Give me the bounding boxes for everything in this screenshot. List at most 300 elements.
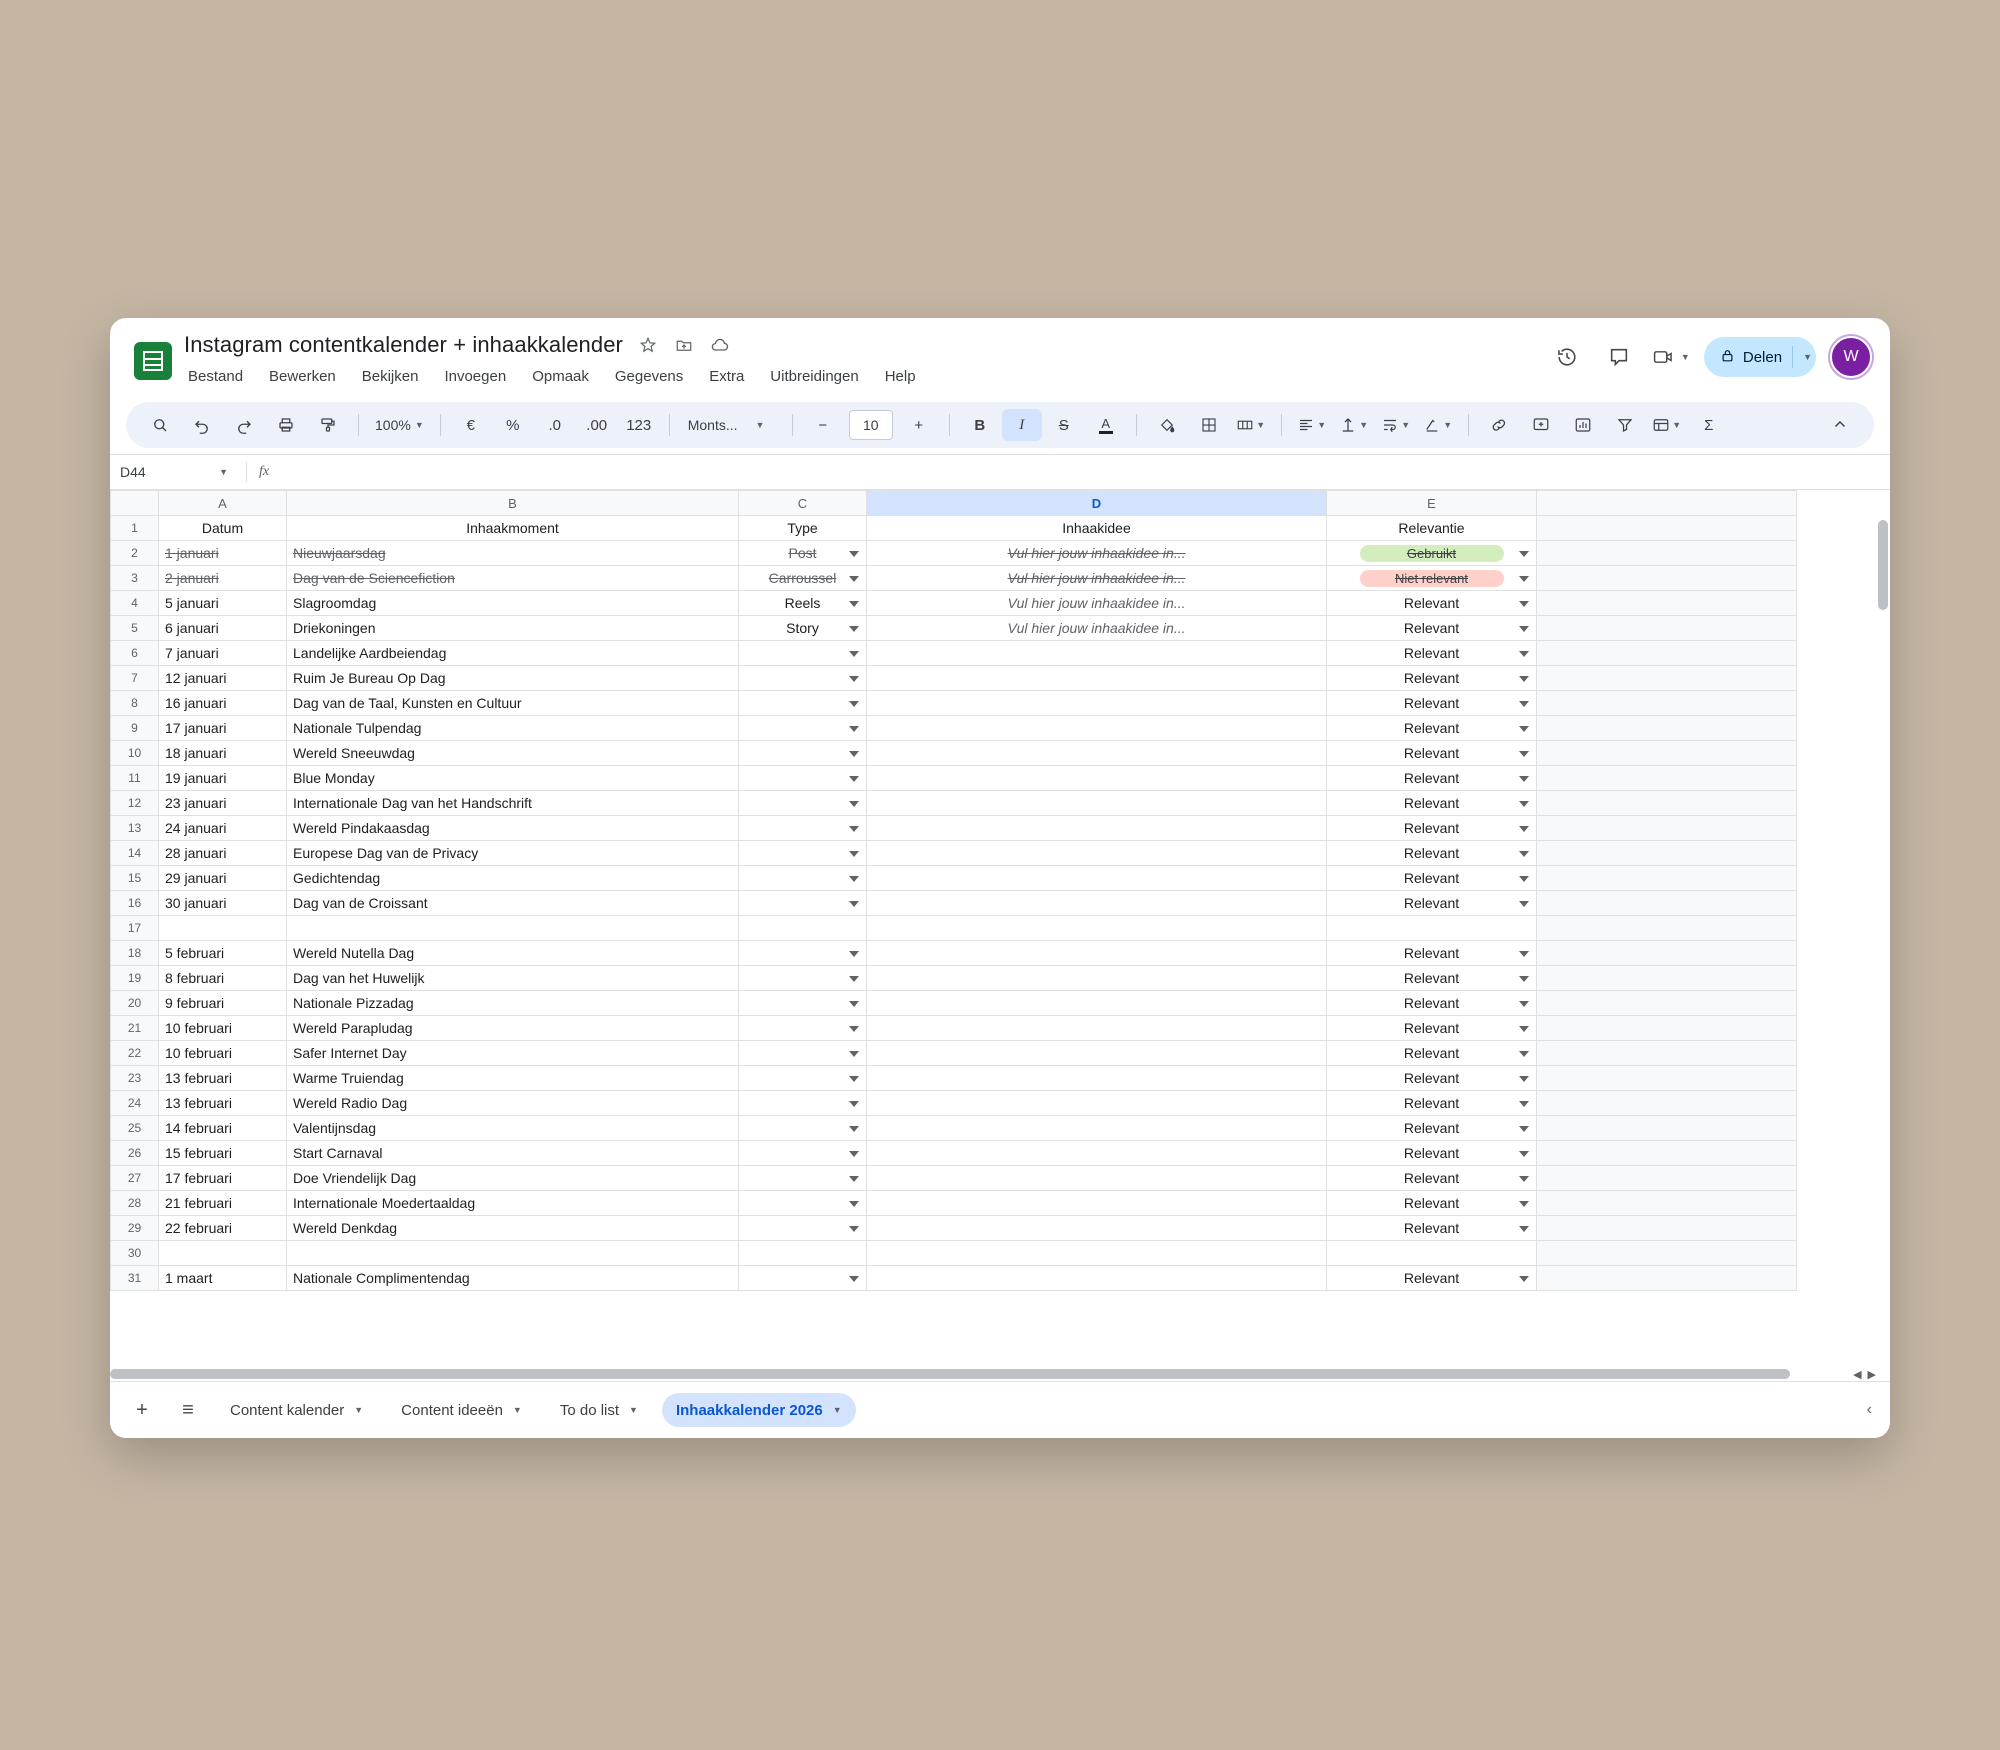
cell-inhaakidee[interactable] — [867, 841, 1327, 866]
cell-datum[interactable]: 13 februari — [159, 1091, 287, 1116]
table-row[interactable] — [111, 1216, 1797, 1241]
table-row[interactable] — [111, 641, 1797, 666]
cell-type-dropdown[interactable] — [739, 891, 867, 916]
cell-inhaakidee[interactable] — [867, 966, 1327, 991]
table-row[interactable] — [111, 766, 1797, 791]
cell-inhaakidee[interactable]: Vul hier jouw inhaakidee in... — [867, 591, 1327, 616]
italic-button[interactable]: I — [1002, 409, 1042, 441]
filter-icon[interactable] — [1605, 409, 1645, 441]
row-header[interactable]: 12 — [111, 791, 159, 816]
app-header — [110, 318, 1890, 398]
row-header[interactable]: 25 — [111, 1116, 159, 1141]
cell-relevantie-dropdown[interactable]: Relevant — [1327, 616, 1537, 641]
cell-e1[interactable]: Relevantie — [1327, 516, 1537, 541]
star-icon[interactable] — [637, 334, 659, 356]
cell-inhaakidee[interactable] — [867, 666, 1327, 691]
comment-icon[interactable] — [1600, 338, 1638, 376]
cell-datum[interactable] — [159, 1241, 287, 1266]
vertical-scrollbar[interactable] — [1878, 520, 1888, 1360]
cell-type-dropdown[interactable]: Reels — [739, 591, 867, 616]
cell-relevantie-dropdown[interactable]: Relevant — [1327, 1166, 1537, 1191]
select-all-corner[interactable] — [111, 491, 159, 516]
chevron-down-icon[interactable]: ▼ — [354, 1405, 364, 1415]
cell-relevantie-dropdown[interactable]: Relevant — [1327, 666, 1537, 691]
cell-inhaakidee[interactable] — [867, 1116, 1327, 1141]
cell-inhaakidee[interactable] — [867, 766, 1327, 791]
cell-inhaakmoment[interactable]: Doe Vriendelijk Dag — [287, 1166, 739, 1191]
cell-relevantie-dropdown[interactable]: Relevant — [1327, 866, 1537, 891]
row-header[interactable]: 6 — [111, 641, 159, 666]
cell-relevantie-dropdown[interactable]: Relevant — [1327, 1191, 1537, 1216]
cell-inhaakmoment[interactable]: Warme Truiendag — [287, 1066, 739, 1091]
table-row[interactable] — [111, 1066, 1797, 1091]
row-header[interactable]: 23 — [111, 1066, 159, 1091]
chevron-down-icon[interactable]: ▼ — [1803, 352, 1812, 362]
table-row[interactable] — [111, 566, 1797, 591]
insert-chart-icon[interactable] — [1563, 409, 1603, 441]
cell-type-dropdown[interactable] — [739, 916, 867, 941]
row-header[interactable]: 29 — [111, 1216, 159, 1241]
cell-relevantie-dropdown[interactable]: Relevant — [1327, 1091, 1537, 1116]
scroll-right-icon[interactable]: ▶ — [1867, 1369, 1876, 1381]
cell-type-dropdown[interactable] — [739, 1266, 867, 1291]
row-header[interactable]: 20 — [111, 991, 159, 1016]
avatar[interactable]: W — [1830, 336, 1872, 378]
cell-datum[interactable]: 7 januari — [159, 641, 287, 666]
cell-relevantie-dropdown[interactable]: Relevant — [1327, 891, 1537, 916]
cell-inhaakidee[interactable] — [867, 1241, 1327, 1266]
cell-relevantie-dropdown[interactable]: Relevant — [1327, 841, 1537, 866]
column-header-d[interactable]: D — [867, 491, 1327, 516]
cell-type-dropdown[interactable] — [739, 866, 867, 891]
sum-button[interactable]: Σ — [1704, 416, 1714, 434]
history-icon[interactable] — [1548, 338, 1586, 376]
cell-relevantie-dropdown[interactable] — [1327, 566, 1537, 591]
cell-datum[interactable]: 29 januari — [159, 866, 287, 891]
cell-inhaakidee[interactable] — [867, 816, 1327, 841]
cell-inhaakidee[interactable] — [867, 1091, 1327, 1116]
chevron-down-icon[interactable]: ▼ — [219, 467, 228, 477]
cloud-saved-icon[interactable] — [709, 334, 731, 356]
row-header[interactable]: 2 — [111, 541, 159, 566]
cell-datum[interactable]: 9 februari — [159, 991, 287, 1016]
insert-link-icon[interactable] — [1479, 409, 1519, 441]
table-row[interactable] — [111, 1241, 1797, 1266]
cell-inhaakmoment[interactable]: Wereld Radio Dag — [287, 1091, 739, 1116]
row-header[interactable]: 19 — [111, 966, 159, 991]
cell-inhaakidee[interactable] — [867, 641, 1327, 666]
merge-cells-icon[interactable]: ▼ — [1231, 409, 1271, 441]
sheet-tab-content-ideeen[interactable] — [387, 1393, 536, 1427]
search-icon[interactable] — [140, 409, 180, 441]
cell-inhaakidee[interactable] — [867, 716, 1327, 741]
row-header[interactable]: 18 — [111, 941, 159, 966]
cell-inhaakidee[interactable] — [867, 1266, 1327, 1291]
cell-datum[interactable]: 5 januari — [159, 591, 287, 616]
cell-type-dropdown[interactable] — [739, 1141, 867, 1166]
cell-inhaakmoment[interactable]: Slagroomdag — [287, 591, 739, 616]
table-row[interactable] — [111, 916, 1797, 941]
row-header[interactable]: 24 — [111, 1091, 159, 1116]
menu-item-bestand[interactable]: Bestand — [188, 368, 244, 385]
cell-type-dropdown[interactable] — [739, 1091, 867, 1116]
vertical-align-icon[interactable]: ▼ — [1334, 409, 1374, 441]
cell-inhaakmoment[interactable]: Dag van de Sciencefiction — [287, 566, 739, 591]
increase-decimal-button[interactable]: .00 — [586, 416, 608, 434]
cell-type-dropdown[interactable] — [739, 1066, 867, 1091]
functions-menu-icon[interactable]: ▼ — [1647, 409, 1687, 441]
row-header[interactable]: 13 — [111, 816, 159, 841]
cell-type-dropdown[interactable] — [739, 716, 867, 741]
cell-type-dropdown[interactable] — [739, 841, 867, 866]
cell-type-dropdown[interactable]: Carroussel — [739, 566, 867, 591]
cell-inhaakidee[interactable] — [867, 1191, 1327, 1216]
cell-datum[interactable]: 6 januari — [159, 616, 287, 641]
cell-datum[interactable]: 2 januari — [159, 566, 287, 591]
cell-type-dropdown[interactable] — [739, 766, 867, 791]
fill-color-icon[interactable] — [1147, 409, 1187, 441]
cell-relevantie-dropdown[interactable] — [1327, 916, 1537, 941]
table-row[interactable] — [111, 1016, 1797, 1041]
cell-inhaakmoment[interactable]: Wereld Sneeuwdag — [287, 741, 739, 766]
cell-inhaakmoment[interactable]: Safer Internet Day — [287, 1041, 739, 1066]
cell-datum[interactable]: 28 januari — [159, 841, 287, 866]
cell-relevantie-dropdown[interactable]: Relevant — [1327, 816, 1537, 841]
cell-inhaakmoment[interactable]: Dag van het Huwelijk — [287, 966, 739, 991]
horizontal-scrollbar[interactable] — [110, 1369, 1810, 1379]
cell-type-dropdown[interactable] — [739, 666, 867, 691]
cell-relevantie-dropdown[interactable]: Relevant — [1327, 991, 1537, 1016]
table-row[interactable] — [111, 541, 1797, 566]
cell-inhaakidee[interactable] — [867, 1166, 1327, 1191]
collapse-sidebar-icon[interactable]: ‹ — [1866, 1401, 1872, 1418]
cell-type-dropdown[interactable] — [739, 641, 867, 666]
name-box[interactable] — [120, 464, 234, 480]
cell-inhaakmoment[interactable]: Gedichtendag — [287, 866, 739, 891]
cell-type-dropdown[interactable] — [739, 941, 867, 966]
cell-relevantie-dropdown[interactable] — [1327, 541, 1537, 566]
cell-inhaakidee[interactable] — [867, 891, 1327, 916]
cell-type-dropdown[interactable] — [739, 1241, 867, 1266]
spreadsheet-grid[interactable] — [110, 490, 1890, 1381]
zoom-control[interactable] — [369, 410, 430, 440]
cell-inhaakmoment[interactable]: Wereld Pindakaasdag — [287, 816, 739, 841]
row-header[interactable]: 9 — [111, 716, 159, 741]
table-row[interactable] — [111, 716, 1797, 741]
chevron-down-icon[interactable]: ▼ — [832, 1405, 842, 1415]
folder-move-icon[interactable] — [673, 334, 695, 356]
cell-datum[interactable] — [159, 916, 287, 941]
all-sheets-icon[interactable]: ≡ — [182, 1398, 194, 1421]
cell-type-dropdown[interactable] — [739, 1191, 867, 1216]
cell-relevantie-dropdown[interactable]: Relevant — [1327, 766, 1537, 791]
cell-inhaakidee[interactable] — [867, 1016, 1327, 1041]
column-header-e[interactable]: E — [1327, 491, 1537, 516]
cell-type-dropdown[interactable] — [739, 991, 867, 1016]
cell-inhaakmoment[interactable]: Wereld Nutella Dag — [287, 941, 739, 966]
currency-button[interactable]: € — [466, 416, 475, 434]
table-row[interactable] — [111, 991, 1797, 1016]
cell-datum[interactable]: 30 januari — [159, 891, 287, 916]
cell-inhaakmoment[interactable]: Nieuwjaarsdag — [287, 541, 739, 566]
document-title[interactable]: Instagram contentkalender + inhaakkalender — [184, 332, 623, 357]
cell-datum[interactable]: 8 februari — [159, 966, 287, 991]
row-header[interactable]: 26 — [111, 1141, 159, 1166]
row-header[interactable]: 30 — [111, 1241, 159, 1266]
cell-datum[interactable]: 19 januari — [159, 766, 287, 791]
horizontal-scroll-thumb[interactable] — [110, 1369, 1790, 1379]
cell-inhaakmoment[interactable] — [287, 916, 739, 941]
percent-button[interactable]: % — [506, 416, 520, 434]
table-row[interactable] — [111, 1091, 1797, 1116]
row-header[interactable]: 27 — [111, 1166, 159, 1191]
row-header[interactable]: 22 — [111, 1041, 159, 1066]
row-header[interactable]: 16 — [111, 891, 159, 916]
insert-comment-icon[interactable] — [1521, 409, 1561, 441]
cell-type-dropdown[interactable] — [739, 741, 867, 766]
cell-relevantie-dropdown[interactable]: Relevant — [1327, 1041, 1537, 1066]
cell-inhaakmoment[interactable]: Dag van de Croissant — [287, 891, 739, 916]
cell-inhaakidee[interactable] — [867, 916, 1327, 941]
chevron-down-icon[interactable]: ▼ — [629, 1405, 638, 1415]
cell-inhaakidee[interactable]: Vul hier jouw inhaakidee in... — [867, 566, 1327, 591]
cell-inhaakidee[interactable]: Vul hier jouw inhaakidee in... — [867, 616, 1327, 641]
add-sheet-icon[interactable]: + — [136, 1398, 148, 1421]
bold-button[interactable]: B — [974, 416, 986, 434]
row-header[interactable]: 1 — [111, 516, 159, 541]
cell-type-dropdown[interactable]: Post — [739, 541, 867, 566]
menu-item-bewerken[interactable]: Bewerken — [269, 368, 336, 385]
row-header[interactable]: 7 — [111, 666, 159, 691]
font-size-increase[interactable]: + — [914, 416, 924, 434]
cell-datum[interactable]: 15 februari — [159, 1141, 287, 1166]
table-row[interactable] — [111, 741, 1797, 766]
cell-relevantie-dropdown[interactable]: Relevant — [1327, 641, 1537, 666]
table-row[interactable] — [111, 816, 1797, 841]
cell-a1[interactable]: Datum — [159, 516, 287, 541]
cell-datum[interactable]: 22 februari — [159, 1216, 287, 1241]
borders-icon[interactable] — [1189, 409, 1229, 441]
menu-item-uitbreidingen[interactable]: Uitbreidingen — [770, 368, 859, 385]
cell-relevantie-dropdown[interactable]: Relevant — [1327, 966, 1537, 991]
print-icon[interactable] — [266, 409, 306, 441]
cell-type-dropdown[interactable] — [739, 1216, 867, 1241]
meet-icon[interactable]: ▼ — [1652, 338, 1690, 376]
cell-datum[interactable]: 10 februari — [159, 1041, 287, 1066]
cell-inhaakidee[interactable] — [867, 866, 1327, 891]
cell-c1[interactable]: Type — [739, 516, 867, 541]
cell-inhaakidee[interactable] — [867, 941, 1327, 966]
cell-inhaakmoment[interactable]: Ruim Je Bureau Op Dag — [287, 666, 739, 691]
cell-datum[interactable]: 24 januari — [159, 816, 287, 841]
sheet-tab-to-do-list[interactable] — [546, 1393, 652, 1427]
cell-inhaakidee[interactable] — [867, 1141, 1327, 1166]
menu-item-extra[interactable]: Extra — [709, 368, 745, 385]
table-row[interactable] — [111, 891, 1797, 916]
number-format-button[interactable]: 123 — [626, 416, 652, 434]
cell-type-dropdown[interactable] — [739, 791, 867, 816]
menu-item-help[interactable]: Help — [884, 368, 916, 385]
cell-relevantie-dropdown[interactable]: Relevant — [1327, 1141, 1537, 1166]
table-row[interactable] — [111, 1166, 1797, 1191]
row-header[interactable]: 4 — [111, 591, 159, 616]
cell-relevantie-dropdown[interactable]: Relevant — [1327, 1216, 1537, 1241]
cell-type-dropdown[interactable] — [739, 966, 867, 991]
table-row[interactable] — [111, 1191, 1797, 1216]
collapse-toolbar-icon[interactable] — [1820, 409, 1860, 441]
cell-relevantie-dropdown[interactable]: Relevant — [1327, 791, 1537, 816]
row-header[interactable]: 10 — [111, 741, 159, 766]
text-color-icon[interactable]: A — [1086, 409, 1126, 441]
table-row[interactable] — [111, 1116, 1797, 1141]
cell-inhaakmoment[interactable]: Dag van de Taal, Kunsten en Cultuur — [287, 691, 739, 716]
strikethrough-button[interactable]: S — [1058, 416, 1069, 434]
cell-type-dropdown[interactable] — [739, 816, 867, 841]
table-row[interactable] — [111, 516, 1797, 541]
cell-inhaakmoment[interactable]: Internationale Dag van het Handschrift — [287, 791, 739, 816]
row-header[interactable]: 31 — [111, 1266, 159, 1291]
menu-item-bekijken[interactable]: Bekijken — [361, 368, 419, 385]
cell-datum[interactable]: 5 februari — [159, 941, 287, 966]
cell-inhaakidee[interactable] — [867, 1216, 1327, 1241]
cell-inhaakmoment[interactable] — [287, 1241, 739, 1266]
cell-datum[interactable]: 18 januari — [159, 741, 287, 766]
font-size-value[interactable]: 10 — [849, 410, 893, 440]
cell-b1[interactable]: Inhaakmoment — [287, 516, 739, 541]
cell-inhaakmoment[interactable]: Europese Dag van de Privacy — [287, 841, 739, 866]
table-row[interactable] — [111, 1266, 1797, 1291]
cell-inhaakmoment[interactable]: Blue Monday — [287, 766, 739, 791]
font-size-stepper[interactable] — [803, 409, 939, 441]
cell-relevantie-dropdown[interactable]: Relevant — [1327, 941, 1537, 966]
row-header[interactable]: 8 — [111, 691, 159, 716]
cell-datum[interactable]: 21 februari — [159, 1191, 287, 1216]
row-header[interactable]: 3 — [111, 566, 159, 591]
font-family-select[interactable] — [680, 410, 782, 440]
row-header[interactable]: 28 — [111, 1191, 159, 1216]
row-header[interactable]: 15 — [111, 866, 159, 891]
table-row[interactable] — [111, 666, 1797, 691]
text-rotation-icon[interactable]: ▼ — [1418, 409, 1458, 441]
cell-relevantie-dropdown[interactable]: Relevant — [1327, 691, 1537, 716]
menu-item-opmaak[interactable]: Opmaak — [532, 368, 589, 385]
vertical-scroll-thumb[interactable] — [1878, 520, 1888, 610]
row-header[interactable]: 17 — [111, 916, 159, 941]
cell-type-dropdown[interactable]: Story — [739, 616, 867, 641]
cell-relevantie-dropdown[interactable]: Relevant — [1327, 1066, 1537, 1091]
share-button[interactable] — [1704, 337, 1816, 377]
horizontal-align-icon[interactable]: ▼ — [1292, 409, 1332, 441]
cell-inhaakmoment[interactable]: Valentijnsdag — [287, 1116, 739, 1141]
cell-type-dropdown[interactable] — [739, 1016, 867, 1041]
row-header[interactable]: 14 — [111, 841, 159, 866]
table-row[interactable] — [111, 1141, 1797, 1166]
cell-relevantie-dropdown[interactable]: Relevant — [1327, 741, 1537, 766]
column-header-a[interactable]: A — [159, 491, 287, 516]
cell-datum[interactable]: 1 maart — [159, 1266, 287, 1291]
cell-relevantie-dropdown[interactable]: Relevant — [1327, 1016, 1537, 1041]
cell-datum[interactable]: 10 februari — [159, 1016, 287, 1041]
cell-type-dropdown[interactable] — [739, 1166, 867, 1191]
cell-datum[interactable]: 1 januari — [159, 541, 287, 566]
table-row[interactable] — [111, 1041, 1797, 1066]
row-header[interactable]: 21 — [111, 1016, 159, 1041]
cell-relevantie-dropdown[interactable]: Relevant — [1327, 1266, 1537, 1291]
table-row[interactable] — [111, 866, 1797, 891]
cell-datum[interactable]: 13 februari — [159, 1066, 287, 1091]
cell-datum[interactable]: 16 januari — [159, 691, 287, 716]
scroll-arrows[interactable] — [1853, 1368, 1876, 1381]
cell-inhaakidee[interactable] — [867, 991, 1327, 1016]
cell-inhaakmoment[interactable]: Nationale Complimentendag — [287, 1266, 739, 1291]
sheet-tab-inhaakkalender-2026[interactable] — [662, 1393, 856, 1427]
chevron-down-icon[interactable]: ▼ — [512, 1405, 522, 1415]
table-row[interactable] — [111, 591, 1797, 616]
cell-inhaakidee[interactable] — [867, 741, 1327, 766]
cell-inhaakmoment[interactable]: Wereld Parapludag — [287, 1016, 739, 1041]
cell-inhaakidee[interactable] — [867, 1066, 1327, 1091]
cell-type-dropdown[interactable] — [739, 1116, 867, 1141]
cell-type-dropdown[interactable] — [739, 1041, 867, 1066]
cell-datum[interactable]: 23 januari — [159, 791, 287, 816]
cell-inhaakmoment[interactable]: Driekoningen — [287, 616, 739, 641]
cell-inhaakmoment[interactable]: Internationale Moedertaaldag — [287, 1191, 739, 1216]
cell-inhaakidee[interactable] — [867, 791, 1327, 816]
column-header-overflow — [1537, 491, 1797, 516]
cell-datum[interactable]: 17 februari — [159, 1166, 287, 1191]
column-header-c[interactable]: C — [739, 491, 867, 516]
formula-bar — [110, 454, 1890, 490]
row-header[interactable]: 5 — [111, 616, 159, 641]
cell-inhaakidee[interactable] — [867, 1041, 1327, 1066]
cell-relevantie-dropdown[interactable]: Relevant — [1327, 591, 1537, 616]
table-row[interactable] — [111, 616, 1797, 641]
table-row[interactable] — [111, 691, 1797, 716]
cell-relevantie-dropdown[interactable]: Relevant — [1327, 1116, 1537, 1141]
column-header-b[interactable]: B — [287, 491, 739, 516]
cell-inhaakmoment[interactable]: Nationale Pizzadag — [287, 991, 739, 1016]
cell-datum[interactable]: 12 januari — [159, 666, 287, 691]
cell-inhaakmoment[interactable]: Landelijke Aardbeiendag — [287, 641, 739, 666]
cell-relevantie-dropdown[interactable] — [1327, 1241, 1537, 1266]
sheet-tab-content-kalender[interactable] — [216, 1393, 377, 1427]
table-row[interactable] — [111, 841, 1797, 866]
font-size-decrease[interactable]: − — [818, 416, 828, 434]
cell-inhaakmoment[interactable]: Start Carnaval — [287, 1141, 739, 1166]
cell-datum[interactable]: 14 februari — [159, 1116, 287, 1141]
scroll-left-icon[interactable]: ◀ — [1853, 1369, 1862, 1381]
table-row[interactable] — [111, 966, 1797, 991]
cell-relevantie-dropdown[interactable]: Relevant — [1327, 716, 1537, 741]
redo-icon[interactable] — [224, 409, 264, 441]
menu-item-gegevens[interactable]: Gegevens — [614, 368, 684, 385]
undo-icon[interactable] — [182, 409, 222, 441]
table-row[interactable] — [111, 941, 1797, 966]
menu-item-invoegen[interactable]: Invoegen — [444, 368, 507, 385]
text-wrap-icon[interactable]: ▼ — [1376, 409, 1416, 441]
cell-inhaakmoment[interactable]: Nationale Tulpendag — [287, 716, 739, 741]
paint-format-icon[interactable] — [308, 409, 348, 441]
cell-inhaakmoment[interactable]: Wereld Denkdag — [287, 1216, 739, 1241]
decrease-decimal-button[interactable]: .0 — [548, 416, 561, 434]
table-row[interactable] — [111, 791, 1797, 816]
cell-d1[interactable]: Inhaakidee — [867, 516, 1327, 541]
cell-type-dropdown[interactable] — [739, 691, 867, 716]
cell-inhaakidee[interactable] — [867, 691, 1327, 716]
row-header[interactable]: 11 — [111, 766, 159, 791]
cell-inhaakidee[interactable]: Vul hier jouw inhaakidee in... — [867, 541, 1327, 566]
cell-datum[interactable]: 17 januari — [159, 716, 287, 741]
